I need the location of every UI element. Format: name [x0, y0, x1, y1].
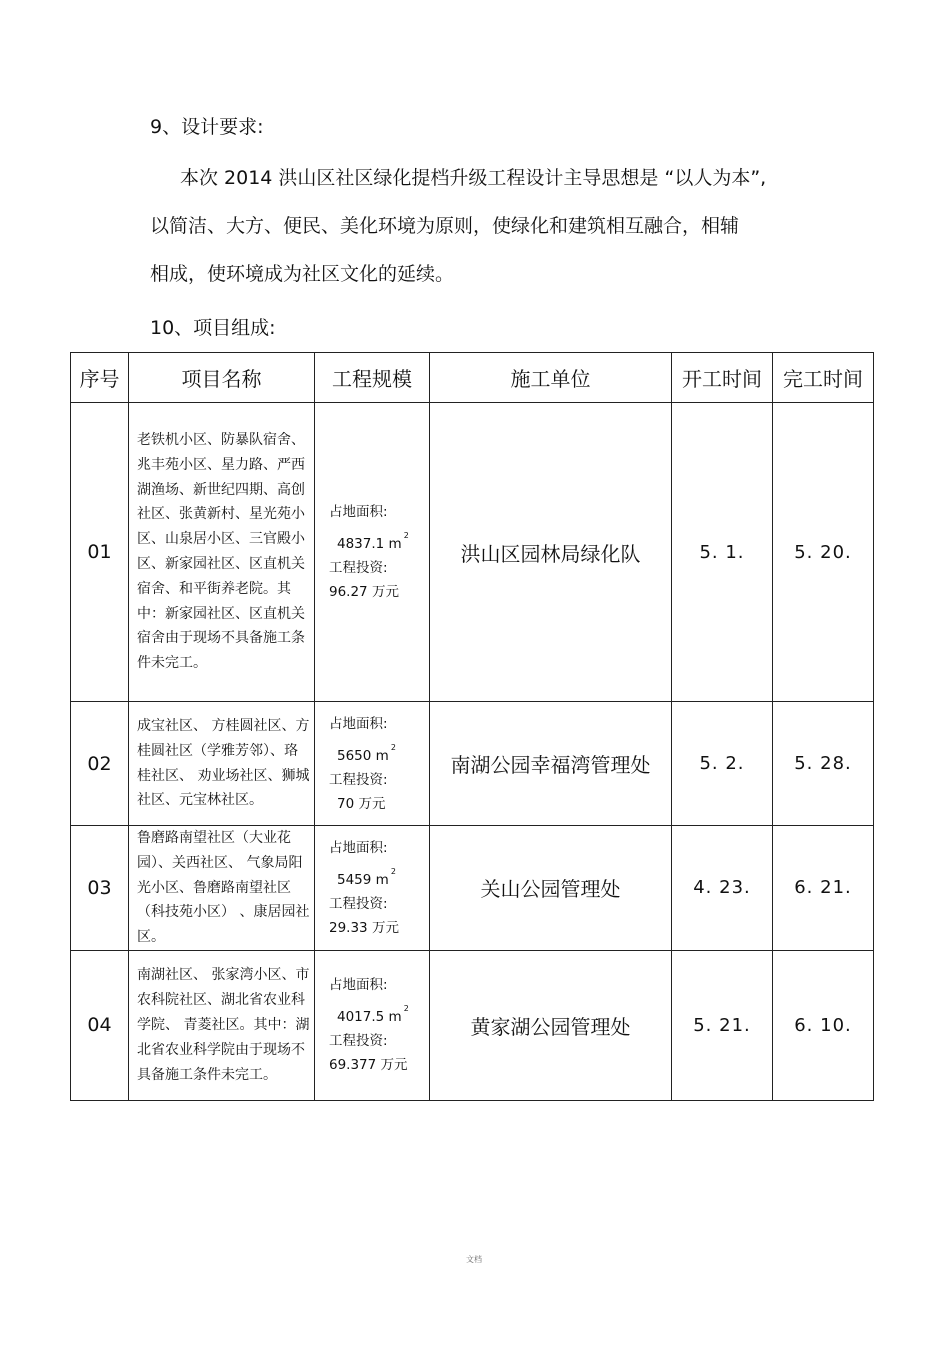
area-unit: m	[375, 747, 389, 764]
row-contractor: 南湖公园幸福湾管理处	[430, 702, 672, 826]
invest-value: 70 万元	[337, 795, 386, 812]
invest-value: 69.377 万元	[329, 1057, 408, 1074]
row-project-names: 鲁磨路南望社区（大业花园）、关西社区、 气象局阳光小区、鲁磨路南望社区（科技苑小区） 、康居园社区。	[129, 826, 315, 951]
row-contractor: 黄家湖公园管理处	[430, 950, 672, 1100]
table-row	[71, 403, 874, 702]
row-project-names: 老铁机小区、防暴队宿舍、兆丰苑小区、星力路、严西湖渔场、新世纪四期、高创社区、张黄新村、星光苑小区、山泉居小区、三官殿小区、新家园社区、区直机关宿舍、和平街养老院。其中：新家园社区、区直机关宿舍由于现场不具备施工条件未完工。	[129, 403, 315, 702]
row-seq: 04	[71, 950, 129, 1100]
area-unit-exponent: 2	[403, 1004, 409, 1014]
paragraph-line: 以简洁、大方、便民、美化环境为原则，使绿化和建筑相互融合，相辅	[150, 215, 740, 237]
header-seq: 序号	[71, 353, 129, 403]
table-header-row	[71, 353, 874, 403]
invest-value: 29.33 万元	[329, 919, 399, 936]
row-end-date: 6. 21.	[773, 826, 874, 951]
row-scale	[315, 950, 430, 1100]
area-label: 占地面积:	[329, 839, 388, 856]
header-end-date: 完工时间	[773, 353, 874, 403]
invest-label: 工程投资:	[329, 560, 388, 576]
area-value: 5459	[337, 871, 372, 888]
row-contractor: 洪山区园林局绿化队	[430, 403, 672, 702]
row-project-names: 成宝社区、 方桂圆社区、方桂圆社区（学雅芳邻）、珞桂社区、 劝业场社区、狮城社区、元宝林社区。	[129, 702, 315, 826]
row-scale	[315, 403, 430, 702]
design-requirements-paragraph	[150, 166, 860, 310]
invest-value: 96.27 万元	[329, 584, 399, 600]
row-scale	[315, 702, 430, 826]
row-contractor: 关山公园管理处	[430, 826, 672, 951]
area-unit-exponent: 2	[390, 742, 396, 752]
row-start-date: 5. 2.	[672, 702, 773, 826]
row-end-date: 6. 10.	[773, 950, 874, 1100]
row-scale	[315, 826, 430, 951]
paragraph-line: 本次 2014 洪山区社区绿化提档升级工程设计主导思想是 “以人为本”,	[180, 167, 767, 189]
row-seq: 01	[71, 403, 129, 702]
area-label: 占地面积:	[329, 977, 388, 994]
invest-label: 工程投资:	[329, 771, 388, 788]
table-row	[71, 950, 874, 1100]
area-unit: m	[375, 871, 389, 888]
project-table	[70, 352, 874, 1101]
header-scale: 工程规模	[315, 353, 430, 403]
row-seq: 02	[71, 702, 129, 826]
invest-label: 工程投资:	[329, 1033, 388, 1050]
area-label: 占地面积:	[329, 504, 388, 520]
section-10-heading: 10、项目组成:	[150, 317, 276, 339]
page-footer: 文档	[466, 1255, 482, 1264]
row-start-date: 5. 21.	[672, 950, 773, 1100]
header-contractor: 施工单位	[430, 353, 672, 403]
table-row	[71, 826, 874, 951]
area-label: 占地面积:	[329, 715, 388, 732]
header-start-date: 开工时间	[672, 353, 773, 403]
area-value: 5650	[337, 747, 372, 764]
area-unit: m	[388, 536, 402, 552]
row-end-date: 5. 28.	[773, 702, 874, 826]
paragraph-line: 相成，使环境成为社区文化的延续。	[150, 263, 455, 285]
area-unit-exponent: 2	[403, 531, 409, 540]
area-unit-exponent: 2	[390, 866, 396, 876]
header-project-name: 项目名称	[129, 353, 315, 403]
invest-label: 工程投资:	[329, 895, 388, 912]
area-value: 4017.5	[337, 1009, 385, 1026]
area-value: 4837.1	[337, 536, 385, 552]
row-seq: 03	[71, 826, 129, 951]
row-start-date: 4. 23.	[672, 826, 773, 951]
row-project-names: 南湖社区、 张家湾小区、市农科院社区、湖北省农业科学院、 青菱社区。其中：湖北省农业科学院由于现场不具备施工条件未完工。	[129, 950, 315, 1100]
area-unit: m	[388, 1009, 402, 1026]
row-end-date: 5. 20.	[773, 403, 874, 702]
section-9-heading: 9、设计要求:	[150, 116, 264, 138]
table-row	[71, 702, 874, 826]
row-start-date: 5. 1.	[672, 403, 773, 702]
